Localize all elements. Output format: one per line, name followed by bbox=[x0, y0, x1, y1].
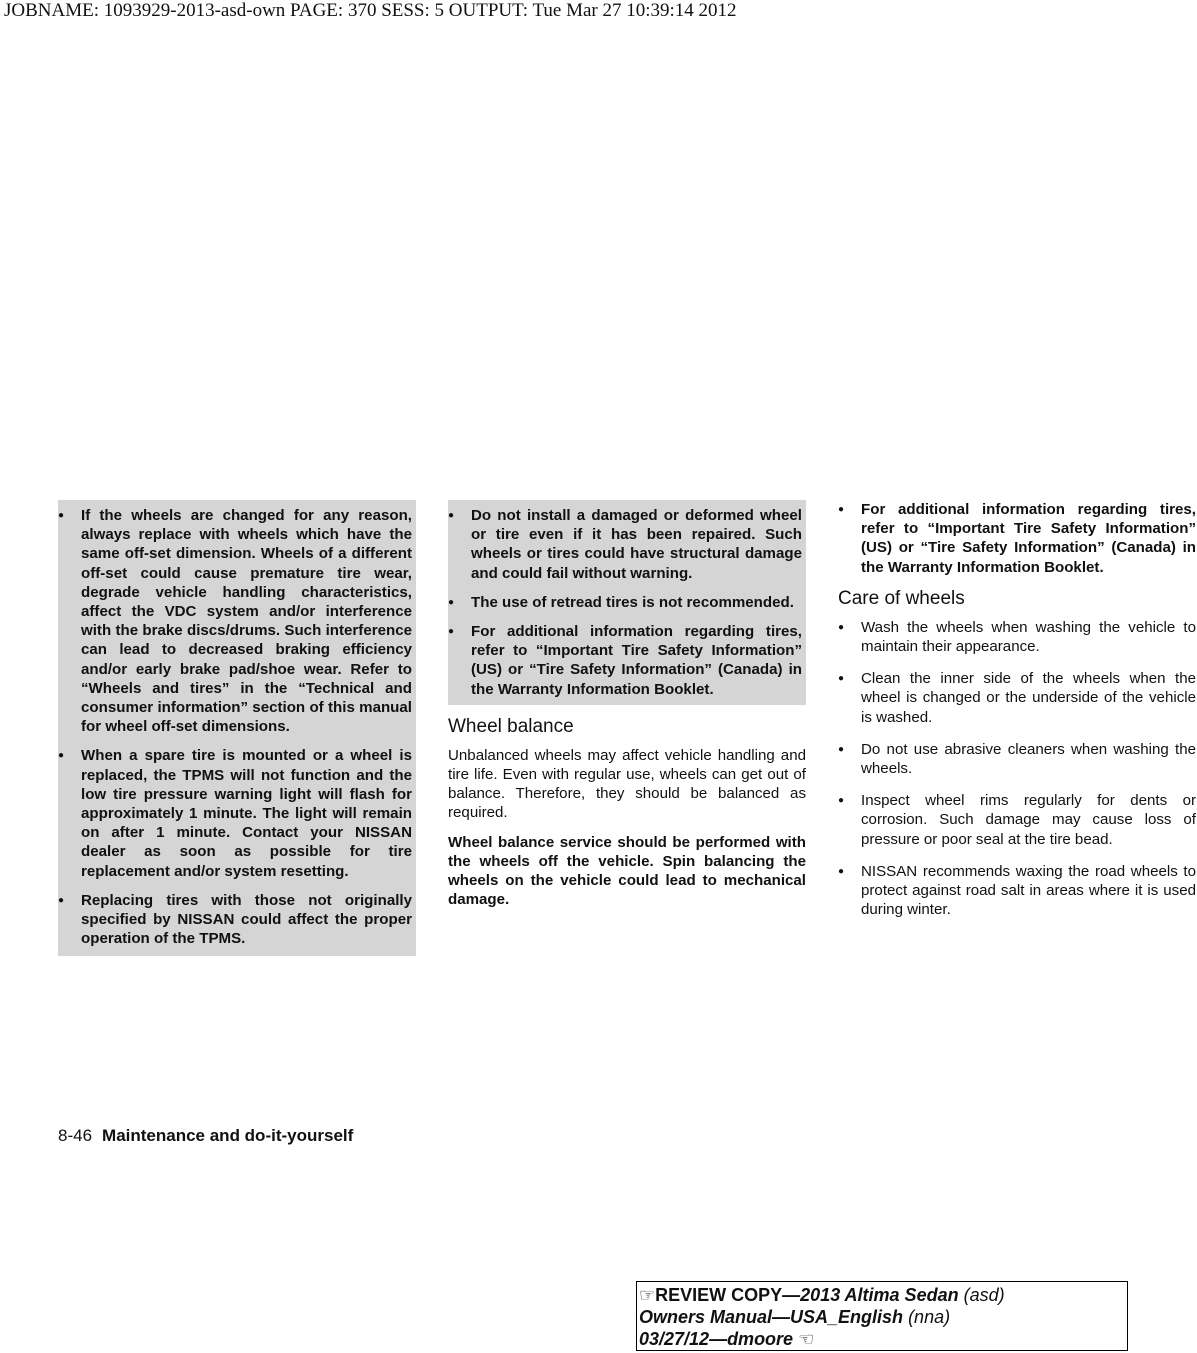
pointing-hand-left-icon: ☜ bbox=[798, 1329, 815, 1349]
column-left bbox=[58, 500, 416, 956]
warning-list-middle bbox=[448, 506, 802, 699]
list-item: ● For additional information regarding tires, refer to “Important Tire Safety Information” (US) or “Tire Safety Information” (Canada) in the Warranty Information Booklet. bbox=[838, 500, 1196, 577]
page-footer bbox=[58, 1125, 353, 1147]
warning-list-left bbox=[58, 506, 412, 948]
list-item: ● Inspect wheel rims regularly for dents or corrosion. Such damage may cause loss of pressure or poor seal at the tire bead. bbox=[838, 791, 1196, 849]
section-title: Maintenance and do-it-yourself bbox=[102, 1126, 354, 1145]
list-item: ● The use of retread tires is not recommended. bbox=[448, 593, 802, 612]
section-heading-care-of-wheels: Care of wheels bbox=[838, 587, 965, 609]
pointing-hand-right-icon: ☞ bbox=[639, 1285, 656, 1305]
column-middle bbox=[448, 500, 806, 919]
section-heading-wheel-balance: Wheel balance bbox=[448, 715, 574, 737]
care-list bbox=[838, 618, 1196, 920]
review-copy-stamp: ☞REVIEW COPY—2013 Altima Sedan (asd) Owners Manual—USA_English (nna) 03/27/12—dmoore ☜ bbox=[636, 1281, 1128, 1351]
list-item: ● NISSAN recommends waxing the road wheels to protect against road salt in areas where it is used during winter. bbox=[838, 862, 1196, 920]
list-item: ● Do not install a damaged or deformed wheel or tire even if it has been repaired. Such wheels or tires could have structural damage and could fail without warning. bbox=[448, 506, 802, 583]
list-item: ● Wash the wheels when washing the vehicle to maintain their appearance. bbox=[838, 618, 1196, 656]
list-item: ● Clean the inner side of the wheels when the wheel is changed or the underside of the vehicle is washed. bbox=[838, 669, 1196, 727]
list-item: ● Replacing tires with those not originally specified by NISSAN could affect the proper operation of the TPMS. bbox=[58, 891, 412, 949]
warning-box-middle bbox=[448, 500, 806, 705]
paragraph-bold: Wheel balance service should be performed with the wheels off the vehicle. Spin balancing the wheels on the vehicle could lead to mechanical damage. bbox=[448, 833, 806, 909]
warning-box-left bbox=[58, 500, 416, 956]
note-list-right bbox=[838, 500, 1196, 577]
job-header: JOBNAME: 1093929-2013-asd-own PAGE: 370 SESS: 5 OUTPUT: Tue Mar 27 10:39:14 2012 bbox=[4, 0, 737, 21]
list-item: ● If the wheels are changed for any reason, always replace with wheels which have the same off-set dimension. Wheels of a different off-set could cause premature tire wear, degrade vehicle handling characteristics, affect the VDC system and/or interference with the brake discs/drums. Such interference can lead to decreased braking efficiency and/or early brake pad/shoe wear. Refer to “Wheels and tires” in the “Technical and consumer information” section of this manual for wheel off-set dimensions. bbox=[58, 506, 412, 736]
list-item: ● For additional information regarding tires, refer to “Important Tire Safety Information” (US) or “Tire Safety Information” (Canada) in the Warranty Information Booklet. bbox=[448, 622, 802, 699]
paragraph: Unbalanced wheels may affect vehicle handling and tire life. Even with regular use, wheels can get out of balance. Therefore, they should be balanced as required. bbox=[448, 746, 806, 822]
column-right bbox=[838, 500, 1196, 932]
list-item: ● When a spare tire is mounted or a wheel is replaced, the TPMS will not function and the low tire pressure warning light will flash for approximately 1 minute. The light will remain on after 1 minute. Contact your NISSAN dealer as soon as possible for tire replacement and/or system resetting. bbox=[58, 746, 412, 880]
list-item: ● Do not use abrasive cleaners when washing the wheels. bbox=[838, 740, 1196, 778]
page-number: 8-46 bbox=[58, 1126, 93, 1145]
